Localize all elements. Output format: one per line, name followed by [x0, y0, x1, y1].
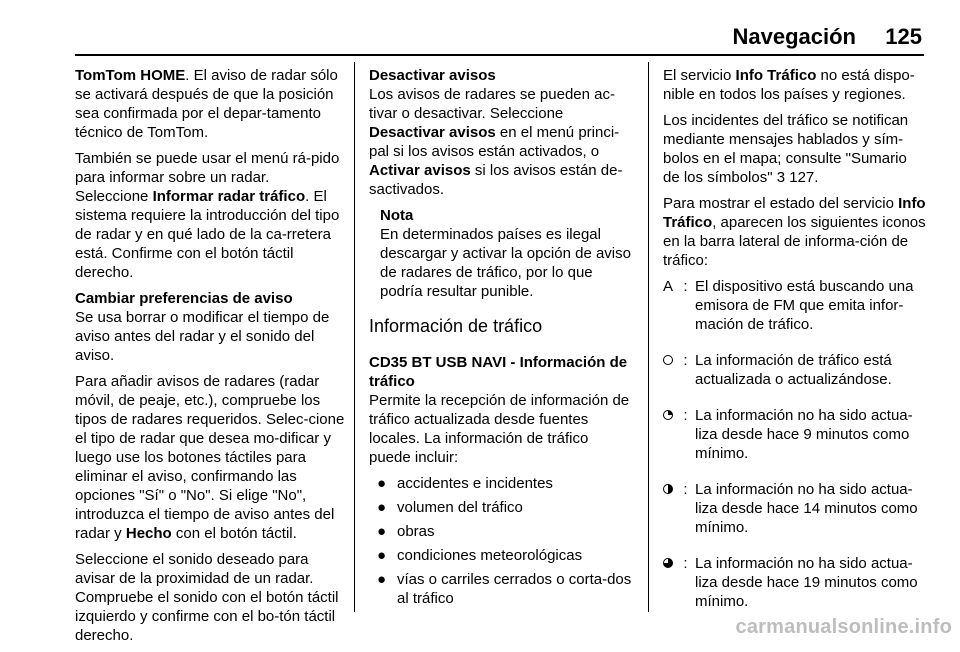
section-heading: Información de tráfico: [369, 316, 543, 336]
bold-term: TomTom HOME: [75, 67, 186, 84]
circle-quarter-icon: [663, 410, 673, 420]
bullet-icon: ●: [377, 523, 387, 540]
bold-term: Informar radar tráfico: [152, 188, 306, 205]
paragraph: [75, 66, 345, 142]
paragraph: Permite la recepción de información de tráfico actualizada desde fuentes locales. La información de tráfico puede incluir:: [369, 392, 630, 466]
bullet-icon: ●: [377, 547, 387, 564]
text: . El aviso de radar sólo se activará después de que la posición sea confirmada por el depar-tamento técnico de TomTom.: [75, 67, 338, 141]
text: si los avisos están de-sactivados.: [369, 162, 623, 198]
bold-term: Activar avisos: [369, 162, 471, 179]
column-divider: [354, 62, 355, 612]
text: no está dispo-nible en todos los países y regiones.: [663, 67, 915, 103]
text: Para añadir avisos de radares (radar móvil, de peaje, etc.), compruebe los tipos de radares requeridos. Selec-cione el tipo de radar que desea mo-dificar y luego use los botones táctiles para eliminar el aviso, confirmando las opciones "Sí" o "No". Si elige "No", introduzca el tiempo de aviso antes del radar y: [75, 373, 345, 542]
paragraph: [369, 85, 633, 199]
list-item: ● volumen del tráfico: [377, 499, 523, 516]
text: . El sistema requiere la introducción del tipo de radar y en qué lado de la ca-rretera está. Confirme con el botón táctil derecho.: [75, 188, 340, 281]
list-item: ● vías o carriles cerrados o corta-dos al tráfico: [377, 571, 632, 607]
bold-term: Hecho: [125, 525, 172, 542]
searching-symbol: A: [663, 278, 674, 295]
bold-term: Info Tráfico: [735, 67, 817, 84]
subheading: Cambiar preferencias de aviso: [75, 290, 293, 307]
header-rule: [75, 54, 924, 56]
bold-term: Desactivar avisos: [369, 124, 496, 141]
legend-row: A : El dispositivo está buscando una emisora de FM que emita infor-mación de tráfico.: [663, 277, 927, 334]
legend-row: : La información no ha sido actua-liza desde hace 19 minutos como mínimo.: [663, 554, 927, 611]
list-item: ● accidentes e incidentes: [377, 475, 553, 492]
column-3: [663, 66, 927, 628]
circle-half-icon: [663, 484, 673, 494]
legend-text: El dispositivo está buscando una emisora de FM que emita infor-mación de tráfico.: [695, 278, 914, 333]
list-item: ● condiciones meteorológicas: [377, 547, 583, 564]
legend-row: : La información no ha sido actua-liza desde hace 9 minutos como mínimo.: [663, 406, 927, 463]
text: en el menú princi-pal si los avisos están activados, o: [369, 124, 620, 160]
page-number: 125: [885, 24, 922, 49]
bullet-icon: ●: [377, 571, 387, 588]
text: con el botón táctil.: [171, 525, 297, 542]
note-title: Nota: [380, 207, 414, 224]
legend-text: La información de tráfico está actualizada o actualizándose.: [695, 352, 892, 388]
column-2: [369, 66, 633, 613]
bullet-list: [369, 474, 633, 608]
text: También se puede usar el menú rá-pido para informar sobre un radar. Seleccione: [75, 150, 340, 205]
note-text: En determinados países es ilegal descargar y activar la opción de aviso de radares de tráfico, por lo que podría resultar punible.: [380, 226, 631, 300]
column-1: [75, 66, 345, 652]
paragraph: [75, 149, 345, 282]
paragraph: [75, 372, 345, 543]
list-item: ● obras: [377, 523, 435, 540]
paragraph: [663, 66, 927, 104]
bullet-icon: ●: [377, 475, 387, 492]
paragraph: Seleccione el sonido deseado para avisar de la proximidad de un radar. Compruebe el sonido con el botón táctil izquierdo y confirme con el bo-tón táctil derecho.: [75, 551, 339, 644]
bullet-icon: ●: [377, 499, 387, 516]
subheading: Desactivar avisos: [369, 67, 496, 84]
paragraph: Se usa borrar o modificar el tiempo de aviso antes del radar y el sonido del aviso.: [75, 309, 330, 364]
note-box: [380, 206, 633, 301]
circle-three-quarter-icon: [663, 558, 673, 568]
text: Para mostrar el estado del servicio: [663, 195, 899, 212]
bold-term: Info Tráfico: [663, 195, 926, 231]
legend-row: : La información no ha sido actua-liza desde hace 14 minutos como mínimo.: [663, 480, 927, 537]
icon-legend: [663, 277, 927, 611]
page-header: [0, 0, 960, 60]
watermark[interactable]: carmanualsonline.info: [735, 616, 952, 638]
legend-text: La información no ha sido actua-liza desde hace 14 minutos como mínimo.: [695, 481, 918, 536]
text: Los incidentes del tráfico se notifican mediante mensajes hablados y sím-bolos en el mapa; consulte "Sumario de los símbolos": [663, 112, 909, 186]
legend-row: : La información de tráfico está actualizada o actualizándose.: [663, 351, 927, 389]
legend-text: La información no ha sido actua-liza desde hace 9 minutos como mínimo.: [695, 407, 913, 462]
text: Los avisos de radares se pueden ac-tivar o desactivar. Seleccione: [369, 86, 615, 122]
page-reference: 3 127.: [776, 169, 819, 186]
text: El servicio: [663, 67, 736, 84]
subsection-heading: CD35 BT USB NAVI - Información de tráfico: [369, 354, 628, 390]
paragraph: [663, 194, 927, 270]
paragraph: [663, 111, 927, 187]
circle-empty-icon: [663, 355, 673, 365]
column-divider: [648, 62, 649, 612]
legend-text: La información no ha sido actua-liza desde hace 19 minutos como mínimo.: [695, 555, 918, 610]
text: , aparecen los siguientes iconos en la barra lateral de informa-ción de tráfico:: [663, 214, 926, 269]
page-title: Navegación: [732, 24, 856, 49]
